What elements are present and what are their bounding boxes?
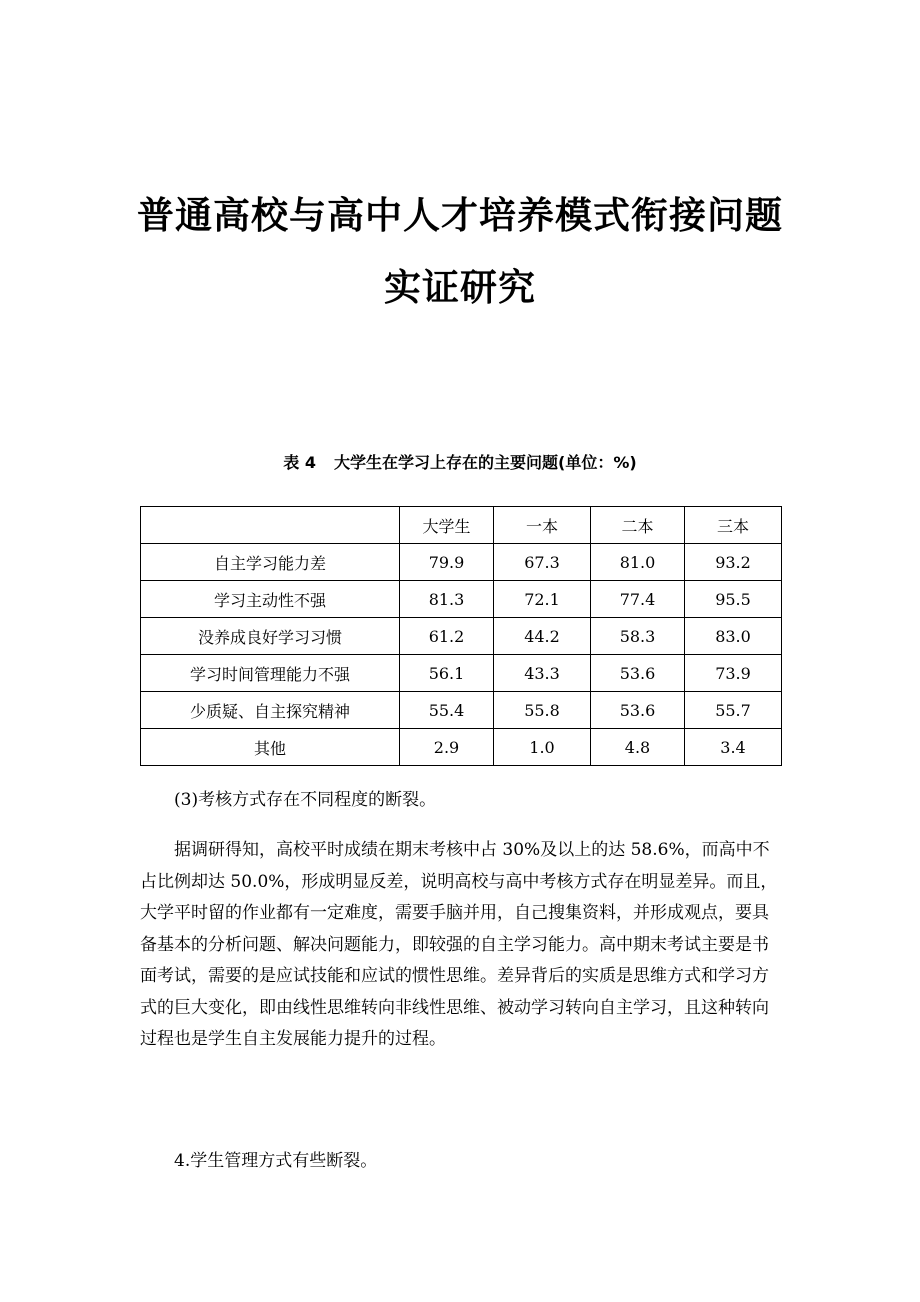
value-cell: 79.9 <box>400 544 494 581</box>
row-label-cell: 自主学习能力差 <box>141 544 400 581</box>
section-heading-3: (3)考核方式存在不同程度的断裂。 <box>174 790 437 810</box>
value-cell: 55.7 <box>685 692 782 729</box>
value-cell: 73.9 <box>685 655 782 692</box>
value-cell: 43.3 <box>494 655 591 692</box>
table-header-row <box>141 507 782 544</box>
value-cell: 1.0 <box>494 729 591 766</box>
header-cell: 二本 <box>591 507 685 544</box>
header-cell: 大学生 <box>400 507 494 544</box>
table-row <box>141 729 782 766</box>
table-row <box>141 544 782 581</box>
row-label-cell: 学习时间管理能力不强 <box>141 655 400 692</box>
document-title-line-2: 实证研究 <box>384 266 536 309</box>
table-caption-text: 大学生在学习上存在的主要问题(单位：%) <box>334 453 637 472</box>
value-cell: 81.0 <box>591 544 685 581</box>
table-row <box>141 692 782 729</box>
value-cell: 53.6 <box>591 692 685 729</box>
value-cell: 77.4 <box>591 581 685 618</box>
value-cell: 4.8 <box>591 729 685 766</box>
value-cell: 61.2 <box>400 618 494 655</box>
header-cell-empty <box>141 507 400 544</box>
value-cell: 55.4 <box>400 692 494 729</box>
row-label-cell: 没养成良好学习习惯 <box>141 618 400 655</box>
header-cell: 一本 <box>494 507 591 544</box>
value-cell: 72.1 <box>494 581 591 618</box>
row-label-cell: 少质疑、自主探究精神 <box>141 692 400 729</box>
value-cell: 55.8 <box>494 692 591 729</box>
table-caption <box>0 451 920 475</box>
problems-table <box>140 506 782 766</box>
value-cell: 44.2 <box>494 618 591 655</box>
value-cell: 56.1 <box>400 655 494 692</box>
table-row <box>141 655 782 692</box>
section-heading-4: 4.学生管理方式有些断裂。 <box>174 1151 378 1171</box>
value-cell: 2.9 <box>400 729 494 766</box>
value-cell: 83.0 <box>685 618 782 655</box>
table-row <box>141 618 782 655</box>
table-caption-label: 表 4 <box>283 453 317 472</box>
value-cell: 95.5 <box>685 581 782 618</box>
document-title-line-1: 普通高校与高中人才培养模式衔接问题 <box>137 194 783 237</box>
value-cell: 58.3 <box>591 618 685 655</box>
table-row <box>141 581 782 618</box>
value-cell: 53.6 <box>591 655 685 692</box>
body-paragraph: 据调研得知，高校平时成绩在期末考核中占 30%及以上的达 58.6%，而高中不占比例却达 50.0%，形成明显反差，说明高校与高中考核方式存在明显差异。而且，大学平时留的作业都有一定难度，需要手脑并用，自己搜集资料，并形成观点，要具备基本的分析问题、解决问题能力，即较强的自主学习能力。高中期末考试主要是书面考试，需要的是应试技能和应试的惯性思维。差异背后的实质是思维方式和学习方式的巨大变化，即由线性思维转向非线性思维、被动学习转向自主学习，且这种转向过程也是学生自主发展能力提升的过程。 <box>140 840 778 1049</box>
value-cell: 81.3 <box>400 581 494 618</box>
row-label-cell: 其他 <box>141 729 400 766</box>
value-cell: 67.3 <box>494 544 591 581</box>
value-cell: 3.4 <box>685 729 782 766</box>
value-cell: 93.2 <box>685 544 782 581</box>
header-cell: 三本 <box>685 507 782 544</box>
row-label-cell: 学习主动性不强 <box>141 581 400 618</box>
